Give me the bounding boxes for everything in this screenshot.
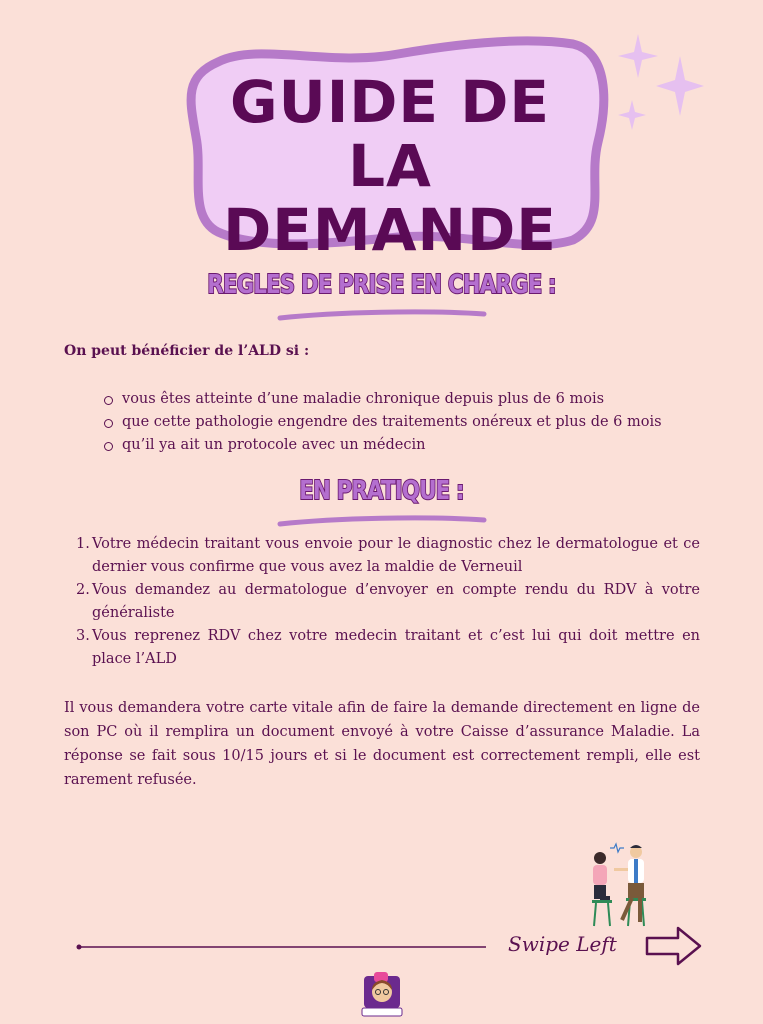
step-number: 3. [76, 628, 90, 644]
list-item: qu’il ya ait un protocole avec un médecin [104, 434, 662, 457]
section-heading-practice: EN PRATIQUE : [299, 476, 464, 506]
eligibility-lead: On peut bénéficier de l’ALD si : [64, 343, 310, 359]
swipe-line-divider [76, 944, 488, 950]
step-text: Votre médecin traitant vous envoie pour le diagnostic chez le dermatologue et ce dernier vous confirme que vous avez la maldie de Verneuil [92, 536, 700, 575]
list-item [76, 579, 700, 625]
step-number: 2. [76, 582, 90, 598]
title-line-2: DEMANDE [223, 196, 557, 264]
steps-list [76, 533, 700, 671]
page-title [190, 70, 590, 262]
doctor-patient-illustration [582, 838, 662, 928]
swipe-left-label: Swipe Left [508, 932, 617, 956]
heading-underline [276, 308, 488, 324]
list-item: vous êtes atteinte d’une maladie chronique depuis plus de 6 mois [104, 388, 662, 411]
heading-underline [276, 514, 488, 530]
sparkle-icon [612, 30, 712, 140]
list-item [76, 625, 700, 671]
step-text: Vous reprenez RDV chez votre medecin traitant et c’est lui qui doit mettre en place l’ALD [92, 628, 700, 667]
step-number: 1. [76, 536, 90, 552]
avatar-logo-icon [358, 970, 406, 1020]
title-line-1: GUIDE DE LA [229, 68, 550, 200]
eligibility-list [104, 388, 662, 457]
section-heading-rules: REGLES DE PRISE EN CHARGE : [207, 270, 556, 300]
list-item [76, 533, 700, 579]
arrow-right-icon[interactable] [644, 924, 704, 968]
list-item: que cette pathologie engendre des traitements onéreux et plus de 6 mois [104, 411, 662, 434]
explanation-paragraph: Il vous demandera votre carte vitale afin de faire la demande directement en ligne de son PC où il remplira un document envoyé à votre Caisse d’assurance Maladie. La réponse se fait sous 10/15 jours et si le document est correctement rempli, elle est rarement refusée. [64, 700, 700, 788]
step-text: Vous demandez au dermatologue d’envoyer en compte rendu du RDV à votre généraliste [92, 582, 700, 621]
